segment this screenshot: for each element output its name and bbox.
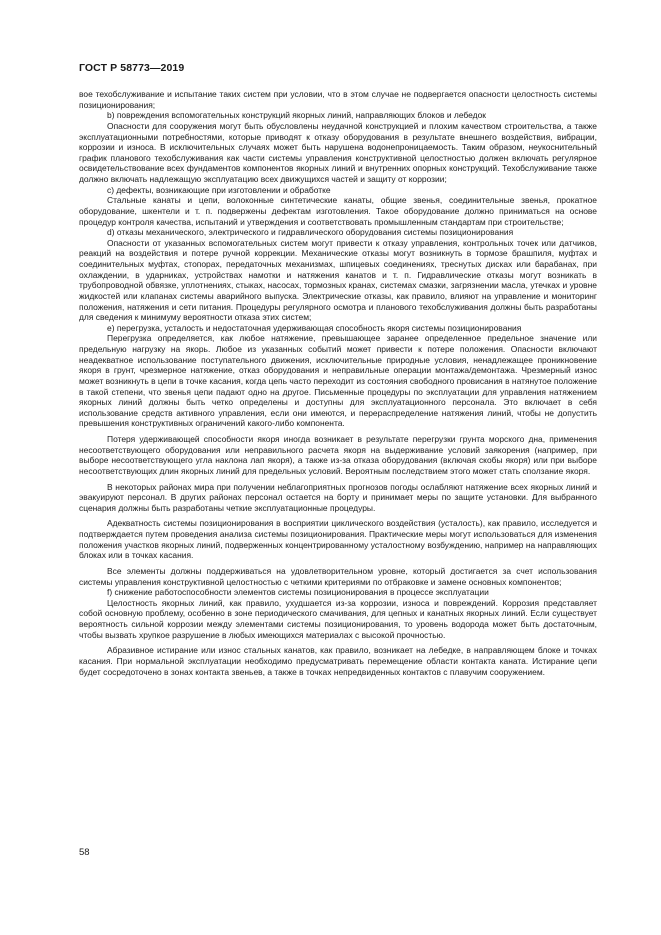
- paragraph-maintenance-level: Все элементы должны поддерживаться на удовлетворительном уровне, который достигается за счет использования системы управления конструктивной целостностью с четкими критериями по отбраковке и замене основных компонентов;: [79, 565, 597, 587]
- paragraph-weather-procedures: В некоторых районах мира при получении неблагоприятных прогнозов погоды ослабляют натяжение всех якорных линий и эвакуируют персонал. В других районах персонал остается на борту и принимает меры по защите установки. Для выбранного сценария должны быть разработаны четкие эксплуатационные процедуры.: [79, 481, 597, 513]
- paragraph-structure-hazards: Опасности для сооружения могут быть обусловлены неудачной конструкцией и плохим качеством строительства, а также эксплуатационными потребностями, которые приводят к отказу оборудования в результате внешнего воздействия, вибрации, коррозии и износа. В исключительных случаях может быть нарушена водонепроницаемость. Таким образом, неукоснительный график планового техобслуживания как части системы управления конструктивной целостностью должен включать регулярное освидетельствование всех фундаментов компонентов якорных линий и внутренних опорных конструкций. Техобслуживание также должно включать надлежащую эксплуатацию всех движущихся частей и защиту от коррозии;: [79, 120, 597, 184]
- list-item-d: d) отказы механического, электрического и гидравлического оборудования системы позиционирования: [107, 227, 514, 238]
- list-item-f: f) снижение работоспособности элементов системы позиционирования в процессе эксплуатации: [107, 587, 489, 598]
- document-body: [79, 89, 597, 677]
- paragraph-abrasion: Абразивное истирание или износ стальных канатов, как правило, возникает на лебедке, в направляющем блоке и точках касания. При нормальной эксплуатации необходимо предусматривать перемещение области контакта каната. Истирание цепи будет сосредоточено в зонах контакта звеньев, а также в точках непредвиденных контактов с плавучим сооружением.: [79, 645, 597, 677]
- paragraph-fatigue: Адекватность системы позиционирования в восприятии циклического воздействия (усталость), как правило, исследуется и подтверждается путем проведения анализа системы позиционирования. Практические меры могут использоваться для изменения положения участков якорных линий, подверженных концентрированному усталостному возбуждению, например на направляющих блоках или в точках касания.: [79, 518, 597, 561]
- list-item-c: c) дефекты, возникающие при изготовлении и обработке: [107, 184, 331, 195]
- list-item-b: b) повреждения вспомогательных конструкций якорных линий, направляющих блоков и лебедок: [107, 110, 486, 121]
- paragraph-holding-capacity: Потеря удерживающей способности якоря иногда возникает в результате перегрузки грунта морского дна, применения несоответствующего оборудования или неправильного расчета якоря на выдерживание условий заякорения (например, при выборе несоответствующего угла наклона лап якоря), а также из-за отказа оборудования (включая скобы якоря) или при выборе несоответствующих длин якорных линий для предельных условий. Вероятным последствием этого может стать сползание якоря.: [79, 434, 597, 476]
- page-number: 58: [79, 847, 90, 858]
- paragraph-corrosion: Целостность якорных линий, как правило, ухудшается из-за коррозии, износа и повреждений. Коррозия представляет собой основную проблему, особенно в зоне периодического смачивания, для цепных и канатных якорных линий. Если существует вероятность сильной коррозии между элементами системы позиционирования, то уровень водорода может быть достаточным, чтобы вызвать хрупкое разрушение в любых имеющихся материалах с высокой прочностью.: [79, 597, 597, 640]
- paragraph-continuation: вое техобслуживание и испытание таких систем при условии, что в этом случае не подвергается опасности целостность системы позиционирования;: [79, 89, 597, 110]
- list-item-e: e) перегрузка, усталость и недостаточная удерживающая способность якоря системы позиционирования: [107, 322, 522, 333]
- paragraph-equipment-failures: Опасности от указанных вспомогательных систем могут привести к отказу управления, контрольных точек или датчиков, реакций на воздействия и потере ручной коррекции. Механические отказы могут возникнуть в тормозе брашпиля, муфтах и соединительных муфтах, стопорах, передаточных механизмах, шпицевых соединениях, треснутых дисках или барабанах, при охлаждении, в ударниках, устройствах намотки и натяжения канатов и т. п. Гидравлические отказы могут возникать в трубопроводной обвязке, уплотнениях, стыках, насосах, тормозных кранах, системах смазки, загрязнении масла, утечках и уровне жидкостей или клапанах системы аварийного выпуска. Электрические отказы, как правило, влияют на управление и мониторинг положения, натяжения и сети питания. Процедуры регулярного осмотра и планового техобслуживания должны быть разработаны для сведения к минимуму вероятности отказа этих систем;: [79, 237, 597, 323]
- paragraph-manufacturing-defects: Стальные канаты и цепи, волоконные синтетические канаты, общие звенья, соединительные звенья, прокатное оборудование, шкентели и т. п. подвержены дефектам изготовления. Такое оборудование должно приниматься на основе процедур контроля качества, испытаний и утверждения и соответствовать промышленным стандартам при строительстве;: [79, 195, 597, 227]
- standard-number-header: ГОСТ Р 58773—2019: [79, 62, 185, 74]
- paragraph-overload: Перегрузка определяется, как любое натяжение, превышающее заранее определенное предельное значение или предельную нагрузку на якорь. Любое из указанных событий может привести к потере положения. Опасности включают неадекватное использование поступательного движения, исключительные природные условия, ненадлежащее проникновение якоря в грунт, чрезмерное натяжение, отказ оборудования и неправильные операции монтажа/демонтажа. Чрезмерный износ может возникнуть в цепи в точке касания, когда цепь часто переходит из состояния свободного провисания в натянутое положение в такой степени, что звенья цепи падают одно на другое. Письменные процедуры по эксплуатации для управления натяжением якорных линий должны быть четко определены и доступны для эксплуатационного персонала. Это включает в себя использование средств активного управления, если они имеются, и перераспределение натяжения линий, чтобы не допустить превышения конструктивных ограничений какого-либо компонента.: [79, 333, 597, 429]
